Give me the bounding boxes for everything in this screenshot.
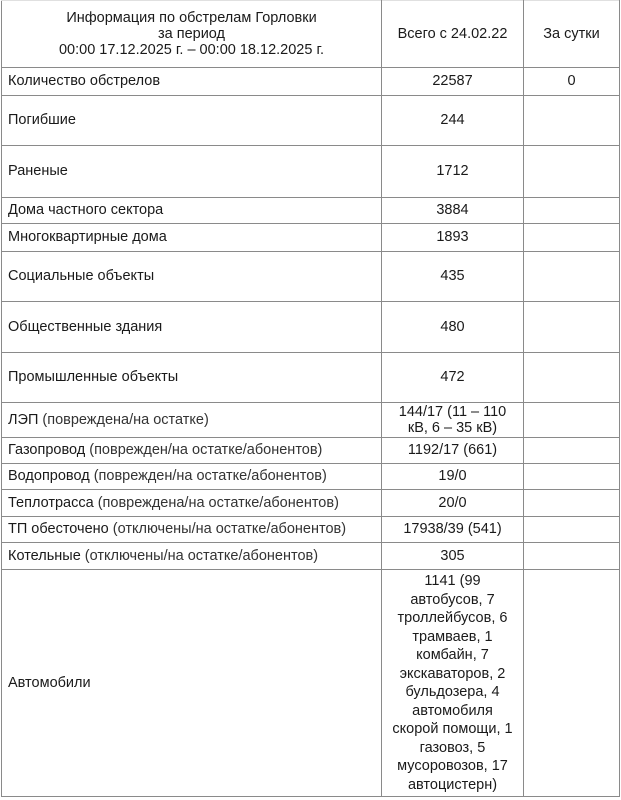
row-label: Погибшие (2, 96, 382, 146)
row-label: Дома частного сектора (2, 198, 382, 224)
column-header-day: За сутки (524, 1, 620, 68)
row-day (524, 438, 620, 464)
row-label: Промышленные объекты (2, 353, 382, 403)
table-row (2, 517, 620, 543)
row-total: 480 (382, 302, 524, 353)
row-label: Общественные здания (2, 302, 382, 353)
row-total: 1712 (382, 146, 524, 198)
shelling-stats-table (1, 0, 620, 797)
table-row (2, 224, 620, 252)
row-total: 244 (382, 96, 524, 146)
row-label: Количество обстрелов (2, 68, 382, 96)
row-total: 19/0 (382, 464, 524, 490)
table-row (2, 68, 620, 96)
row-label: Теплотрасса (повреждена/на остатке/абонентов) (2, 490, 382, 517)
table-row (2, 198, 620, 224)
row-day (524, 252, 620, 302)
row-total: 435 (382, 252, 524, 302)
row-total: 22587 (382, 68, 524, 96)
row-label: Раненые (2, 146, 382, 198)
row-day (524, 224, 620, 252)
row-day: 0 (524, 68, 620, 96)
table-row (2, 146, 620, 198)
title-line-3: 00:00 17.12.2025 г. – 00:00 18.12.2025 г. (58, 42, 325, 58)
row-day (524, 146, 620, 198)
row-label: Автомобили (2, 570, 382, 797)
table-row (2, 438, 620, 464)
row-day (524, 490, 620, 517)
row-total: 1141 (99 автобусов, 7 троллейбусов, 6 трамваев, 1 комбайн, 7 экскаваторов, 2 бульдозера, 4 автомобиля скорой помощи, 1 газовоз, 5 мусоровозов, 17 автоцистерн) (382, 570, 524, 797)
table-row (2, 570, 620, 797)
row-total: 3884 (382, 198, 524, 224)
row-total: 20/0 (382, 490, 524, 517)
row-label: ТП обесточено (отключены/на остатке/абонентов) (2, 517, 382, 543)
row-label: Социальные объекты (2, 252, 382, 302)
row-day (524, 198, 620, 224)
table-row (2, 464, 620, 490)
row-label: Газопровод (поврежден/на остатке/абонентов) (2, 438, 382, 464)
row-total: 17938/39 (541) (382, 517, 524, 543)
table-row (2, 353, 620, 403)
row-label: Котельные (отключены/на остатке/абонентов) (2, 543, 382, 570)
table-row (2, 543, 620, 570)
title-line-1: Информация по обстрелам Горловки (66, 10, 317, 26)
row-day (524, 302, 620, 353)
row-label: Многоквартирные дома (2, 224, 382, 252)
table-row (2, 252, 620, 302)
table-header-row (2, 1, 620, 68)
table-row (2, 302, 620, 353)
column-header-total: Всего с 24.02.22 (382, 1, 524, 68)
row-total: 1192/17 (661) (382, 438, 524, 464)
table-title-cell (2, 1, 382, 68)
row-day (524, 403, 620, 438)
row-total: 472 (382, 353, 524, 403)
row-day (524, 464, 620, 490)
row-day (524, 353, 620, 403)
row-total: 1893 (382, 224, 524, 252)
row-label: ЛЭП (повреждена/на остатке) (2, 403, 382, 438)
row-label: Водопровод (поврежден/на остатке/абонентов) (2, 464, 382, 490)
row-total: 305 (382, 543, 524, 570)
row-day (524, 517, 620, 543)
row-day (524, 96, 620, 146)
row-total: 144/17 (11 – 110 кВ, 6 – 35 кВ) (382, 403, 524, 438)
table-row (2, 96, 620, 146)
table-row (2, 490, 620, 517)
title-line-2: за период (157, 26, 226, 42)
table-row (2, 403, 620, 438)
row-day (524, 570, 620, 797)
row-day (524, 543, 620, 570)
